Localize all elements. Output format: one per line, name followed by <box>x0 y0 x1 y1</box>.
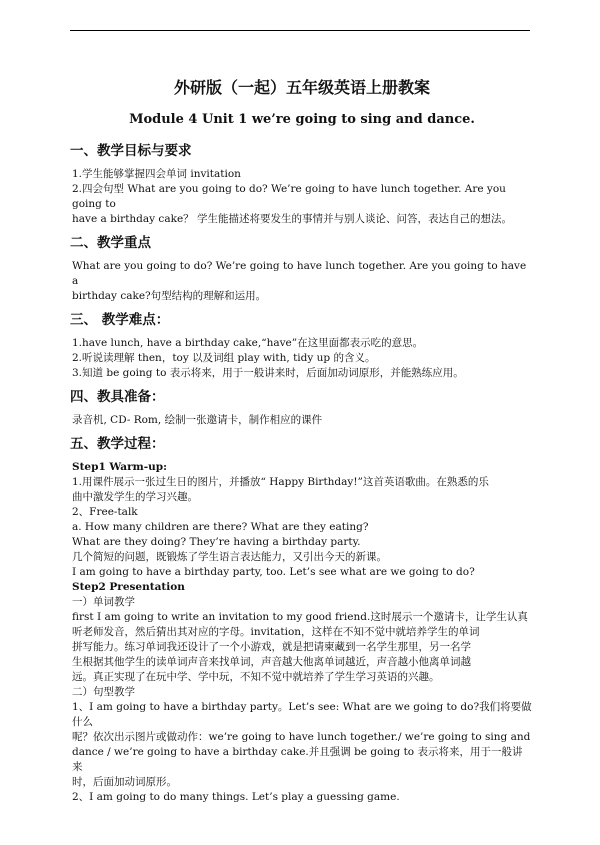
section-heading-process: 五、教学过程： <box>70 436 165 452</box>
document-title: 外研版（一起）五年级英语上册教案 <box>173 78 430 97</box>
paragraph-line: 听老师发音，然后猜出其对应的字母。invitation，这样在不知不觉中就培养学生的单词 <box>72 626 480 638</box>
paragraph-line: a. How many children are there? What are they eating? <box>72 521 369 533</box>
paragraph-line: 时，后面加动词原形。 <box>72 776 177 788</box>
paragraph-line: 录音机, CD- Rom, 绘制一张邀请卡，制作相应的课件 <box>72 414 323 426</box>
step-heading: Step2 Presentation <box>72 581 185 593</box>
paragraph-line: 拼写能力。练习单词我还设计了一个小游戏，就是把请柬藏到一名学生那里，另一名学 <box>72 641 471 653</box>
subsection-heading: 一）单词教学 <box>72 596 135 608</box>
paragraph-line: 2.四会句型 What are you going to do? We’re going to have lunch together. Are you going to <box>72 183 506 210</box>
document-subtitle: Module 4 Unit 1 we’re going to sing and dance. <box>129 112 475 127</box>
paragraph-line: 呢？依次出示图片或做动作：we’re going to have lunch together./ we’re going to sing and <box>72 731 531 743</box>
paragraph-line: What are you going to do? We’re going to have lunch together. Are you going to have a <box>72 260 527 287</box>
paragraph-line: 1、I am going to have a birthday party。Let’s see: What are we going to do?我们将要做什么 <box>72 701 532 728</box>
paragraph-line: I am going to have a birthday party, too. Let’s see what are we going to do? <box>72 566 475 578</box>
paragraph-line: dance / we’re going to have a birthday cake.并且强调 be going to 表示将来，用于一般讲来 <box>72 746 523 773</box>
header-rule <box>70 30 530 31</box>
paragraph-line: What are they doing? They’re having a birthday party. <box>72 536 361 548</box>
paragraph-line: 曲中激发学生的学习兴趣。 <box>72 491 198 503</box>
paragraph-line: 生根据其他学生的读单词声音来找单词，声音越大他离单词越近，声音越小他离单词越 <box>72 656 471 668</box>
paragraph-line: 几个简短的问题，既锻炼了学生语言表达能力，又引出今天的新课。 <box>72 551 387 563</box>
document-page <box>72 78 532 805</box>
section-heading-materials: 四、教具准备： <box>70 389 165 405</box>
subsection-heading: 二）句型教学 <box>72 686 135 698</box>
paragraph-line: have a birthday cake？ 学生能描述将要发生的事情并与别人谈论、问答，表达自己的想法。 <box>72 213 512 225</box>
step-heading: Step1 Warm-up: <box>72 461 167 473</box>
paragraph-line: 1.have lunch, have a birthday cake,“have”在这里面都表示吃的意思。 <box>72 337 424 349</box>
paragraph-line: birthday cake?句型结构的理解和运用。 <box>72 290 267 302</box>
section-heading-difficulties: 三、 教学难点： <box>70 312 170 328</box>
paragraph-line: 2、Free-talk <box>72 506 138 518</box>
paragraph-line: first I am going to write an invitation to my good friend.这时展示一个邀请卡，让学生认真 <box>72 611 528 623</box>
paragraph-line: 2.听说读理解 then，toy 以及词组 play with, tidy up 的含义。 <box>72 352 376 364</box>
paragraph-line: 1.学生能够掌握四会单词 invitation <box>72 168 241 180</box>
paragraph-line: 1.用课件展示一张过生日的图片，并播放“ Happy Birthday!”这首英语歌曲。在熟悉的乐 <box>72 476 489 488</box>
section-heading-key-points: 二、教学重点 <box>70 235 151 251</box>
paragraph-line: 远。真正实现了在玩中学、学中玩，不知不觉中就培养了学生学习英语的兴趣。 <box>72 671 440 683</box>
paragraph-line: 2、I am going to do many things. Let’s play a guessing game. <box>72 791 400 803</box>
paragraph-line: 3.知道 be going to 表示将来，用于一般讲来时，后面加动词原形，并能熟练应用。 <box>72 367 464 379</box>
section-heading-objectives: 一、教学目标与要求 <box>70 143 192 159</box>
